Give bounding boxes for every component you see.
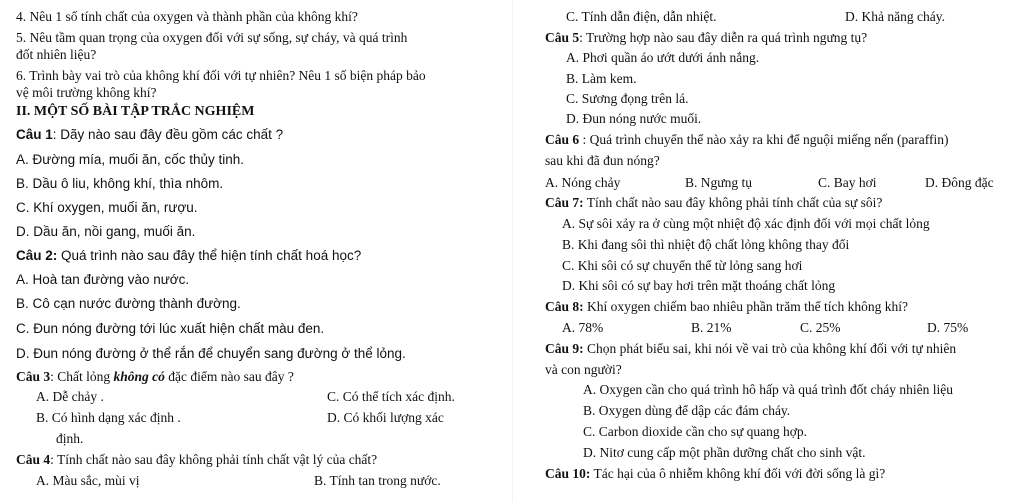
q2-option-d: D. Đun nóng đường ở thể rắn để chuyển sang đường ở thể lỏng. — [16, 346, 406, 361]
question-4-text: 4. Nêu 1 số tính chất của oxygen và thành phần của không khí? — [16, 9, 358, 24]
q8-option-a: A. 78% — [562, 320, 604, 335]
q5-option-a: A. Phơi quần áo ướt dưới ánh nắng. — [566, 50, 760, 65]
q2-stem — [16, 248, 361, 264]
q6-label: Câu 6 — [545, 132, 580, 147]
q3-option-c: C. Có thể tích xác định. — [327, 389, 455, 404]
q8-option-c: C. 25% — [800, 320, 841, 335]
q3-label: Câu 3 — [16, 369, 51, 384]
q10-text: Tác hại của ô nhiễm không khí đối với đời sống là gì? — [590, 466, 886, 481]
q1-text: : Dãy nào sau đây đều gồm các chất ? — [52, 127, 284, 142]
q2-text: Quá trình nào sau đây thể hiện tính chất hoá học? — [57, 248, 362, 263]
q6-option-c: C. Bay hơi — [818, 175, 877, 190]
q1-stem — [16, 127, 283, 143]
question-6-text-cont: vệ môi trường không khí? — [16, 85, 157, 100]
q3-option-b: B. Có hình dạng xác định . — [36, 410, 181, 425]
q7-label: Câu 7: — [545, 195, 584, 210]
q1-option-b: B. Dầu ô liu, không khí, thìa nhôm. — [16, 176, 224, 191]
q7-option-c: C. Khi sôi có sự chuyển thể từ lỏng sang hơi — [562, 258, 803, 273]
q8-text: Khí oxygen chiếm bao nhiêu phần trăm thể tích không khí? — [583, 299, 908, 314]
q4-stem — [16, 452, 377, 468]
q3-stem — [16, 369, 294, 385]
q5-option-d: D. Đun nóng nước muối. — [566, 111, 702, 126]
q2-label: Câu 2: — [16, 248, 58, 263]
q5-label: Câu 5 — [545, 30, 580, 45]
q6-option-d: D. Đông đặc — [925, 175, 994, 190]
q9-stem-cont: và con người? — [545, 362, 622, 377]
q4-option-b: B. Tính tan trong nước. — [314, 473, 441, 488]
section-heading: II. MỘT SỐ BÀI TẬP TRẮC NGHIỆM — [16, 104, 255, 119]
q3-option-d: D. Có khối lượng xác — [327, 410, 444, 425]
q1-option-a: A. Đường mía, muối ăn, cốc thủy tinh. — [16, 152, 244, 167]
q2-option-a: A. Hoà tan đường vào nước. — [16, 272, 190, 287]
q6-stem-cont: sau khi đã đun nóng? — [545, 153, 660, 168]
q1-label: Câu 1 — [16, 127, 53, 142]
q6-stem — [545, 132, 949, 148]
column-divider — [512, 0, 513, 502]
q1-option-c: C. Khí oxygen, muối ăn, rượu. — [16, 200, 198, 215]
q3-pre: : Chất lỏng — [50, 369, 114, 384]
q9-option-a: A. Oxygen cần cho quá trình hô hấp và quá trình đốt cháy nhiên liệu — [583, 382, 954, 397]
q9-stem — [545, 341, 956, 357]
q9-option-d: D. Nitơ cung cấp một phần dưỡng chất cho sinh vật. — [583, 445, 866, 460]
q3-emphasis: không có — [113, 369, 165, 384]
q9-label: Câu 9: — [545, 341, 584, 356]
q7-text: Tính chất nào sau đây không phải tính chất của sự sôi? — [583, 195, 883, 210]
question-5-text-cont: đốt nhiên liệu? — [16, 47, 97, 62]
q5-option-c: C. Sương đọng trên lá. — [566, 91, 689, 106]
q5-option-b: B. Làm kem. — [566, 71, 637, 86]
q4-option-a: A. Màu sắc, mùi vị — [36, 473, 140, 488]
q9-option-c: C. Carbon dioxide cần cho sự quang hợp. — [583, 424, 808, 439]
q6-option-b: B. Ngưng tụ — [685, 175, 752, 190]
q3-option-d-cont: định. — [56, 431, 84, 446]
q9-text: Chọn phát biểu sai, khi nói về vai trò của không khí đối với tự nhiên — [583, 341, 957, 356]
q10-label: Câu 10: — [545, 466, 591, 481]
q7-option-a: A. Sự sôi xảy ra ở cùng một nhiệt độ xác định đối với mọi chất lỏng — [562, 216, 930, 231]
q5-stem — [545, 30, 867, 46]
q1-option-d: D. Dầu ăn, nồi gang, muối ăn. — [16, 224, 196, 239]
q10-stem — [545, 466, 885, 482]
q3-post: đặc điểm nào sau đây ? — [164, 369, 294, 384]
q4-text: : Tính chất nào sau đây không phải tính chất vật lý của chất? — [50, 452, 378, 467]
q3-option-a: A. Dễ chảy . — [36, 389, 104, 404]
question-5-text: 5. Nêu tầm quan trọng của oxygen đối với sự sống, sự cháy, và quá trình — [16, 30, 408, 45]
q9-option-b: B. Oxygen dùng để dập các đám cháy. — [583, 403, 791, 418]
q2-option-b: B. Cô cạn nước đường thành đường. — [16, 296, 241, 311]
q5-text: : Trường hợp nào sau đây diễn ra quá trình ngưng tụ? — [579, 30, 868, 45]
q8-label: Câu 8: — [545, 299, 584, 314]
q8-option-b: B. 21% — [691, 320, 732, 335]
q7-option-b: B. Khi đang sôi thì nhiệt độ chất lỏng không thay đổi — [562, 237, 850, 252]
q7-stem — [545, 195, 882, 211]
q4-option-c: C. Tính dẫn điện, dẫn nhiệt. — [566, 9, 717, 24]
q4-label: Câu 4 — [16, 452, 51, 467]
q6-text: : Quá trình chuyển thể nào xảy ra khi để nguội miếng nến (paraffin) — [579, 132, 949, 147]
question-6-text: 6. Trình bày vai trò của không khí đối với tự nhiên? Nêu 1 số biện pháp bảo — [16, 68, 426, 83]
q4-option-d: D. Khả năng cháy. — [845, 9, 945, 24]
q8-stem — [545, 299, 908, 315]
q8-option-d: D. 75% — [927, 320, 969, 335]
q6-option-a: A. Nóng chảy — [545, 175, 621, 190]
q2-option-c: C. Đun nóng đường tới lúc xuất hiện chất màu đen. — [16, 321, 325, 336]
q7-option-d: D. Khi sôi có sự bay hơi trên mặt thoáng chất lỏng — [562, 278, 836, 293]
